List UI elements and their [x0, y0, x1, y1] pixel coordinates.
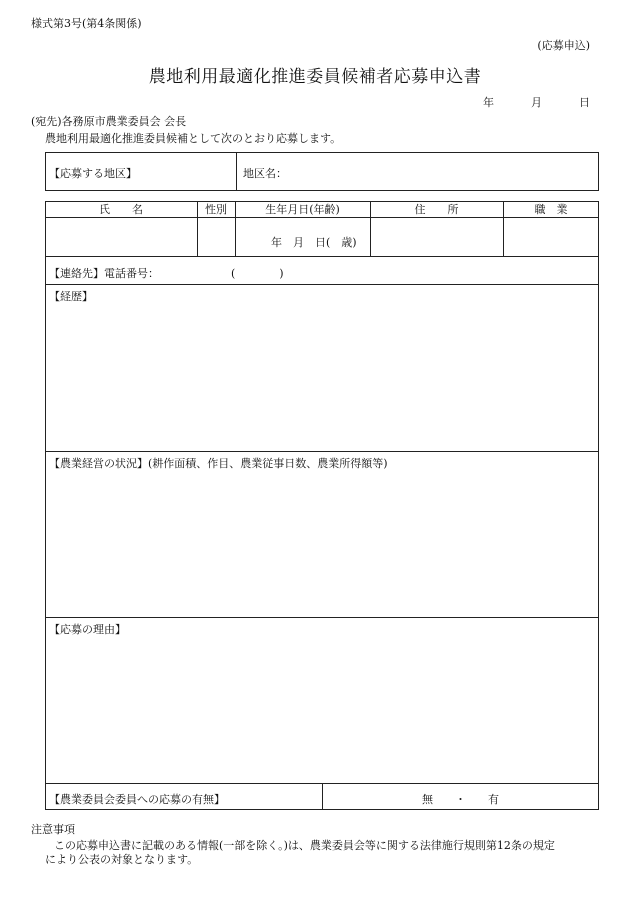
birthdate-input-cell[interactable]: 年 月 日( 歳) — [271, 236, 357, 249]
farming-divider — [45, 617, 599, 618]
header-occupation: 職 業 — [534, 203, 568, 216]
form-number: 様式第3号(第4条関係) — [31, 17, 142, 30]
notes-line-1: この応募申込書に記載のある情報(一部を除く。)は、農業委員会等に関する法律施行規則第12条の規定 — [54, 839, 555, 852]
career-divider — [45, 451, 599, 452]
district-name-field[interactable]: 地区名： — [243, 167, 287, 180]
reason-input-area[interactable] — [46, 636, 598, 781]
header-address: 住 所 — [414, 203, 459, 216]
career-label: 【経歴】 — [49, 290, 93, 303]
farming-status-input-area[interactable] — [46, 470, 598, 615]
page-title: 農地利用最適化推進委員候補者応募申込書 — [148, 67, 482, 87]
district-divider — [236, 152, 237, 191]
header-birthdate: 生年月日(年齢) — [265, 203, 340, 216]
address-input-cell[interactable] — [371, 218, 502, 255]
occupation-input-cell[interactable] — [504, 218, 598, 255]
date-line — [483, 94, 590, 110]
career-input-area[interactable] — [46, 302, 598, 450]
name-input-cell[interactable] — [46, 218, 196, 255]
notes-line-2: により公表の対象となります。 — [45, 853, 199, 866]
intro-text: 農地利用最適化推進委員候補として次のとおり応募します。 — [45, 132, 342, 145]
committee-options[interactable]: 無 ・ 有 — [422, 793, 499, 806]
header-name: 氏 名 — [99, 203, 143, 216]
submission-label: (応募申込) — [537, 39, 590, 52]
date-month: 月 — [531, 96, 542, 109]
district-label: 【応募する地区】 — [49, 167, 137, 180]
farming-status-label: 【農業経営の状況】(耕作面積、作目、農業従事日数、農業所得額等) — [49, 457, 388, 470]
header-gender: 性別 — [205, 203, 227, 216]
committee-label: 【農業委員会委員への応募の有無】 — [49, 793, 225, 806]
contact-row-divider — [45, 284, 599, 285]
date-day: 日 — [579, 96, 590, 109]
committee-divider — [322, 783, 323, 810]
addressee: (宛先)各務原市農業委員会 会長 — [31, 115, 187, 128]
phone-field[interactable]: ( ) — [231, 267, 284, 280]
gender-input-cell[interactable] — [198, 218, 234, 255]
contact-label: 【連絡先】電話番号： — [49, 267, 159, 280]
reason-label: 【応募の理由】 — [49, 623, 126, 636]
notes-title: 注意事項 — [31, 823, 75, 836]
data-row-divider — [45, 256, 599, 257]
date-year: 年 — [483, 96, 494, 109]
